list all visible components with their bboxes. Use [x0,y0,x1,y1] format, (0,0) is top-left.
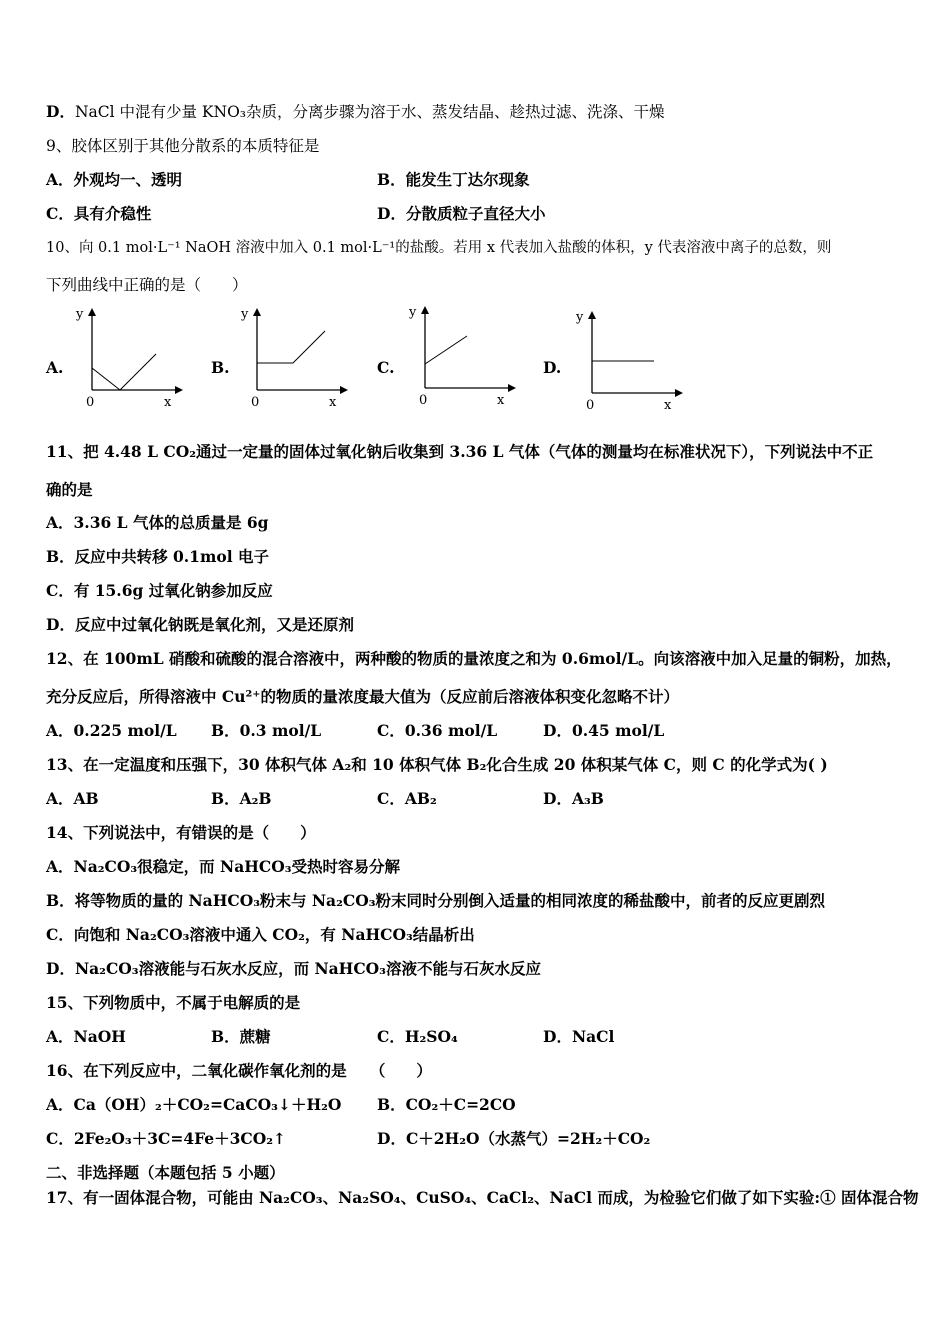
q8-option-d [46,102,665,122]
q11-option-d: D．反应中过氧化钠既是氧化剂，又是还原剂 [46,615,354,634]
q12-option-a: A．0.225 mol/L [46,721,177,740]
q12-option-b: B．0.3 mol/L [211,721,322,740]
q12-option-d: D．0.45 mol/L [543,721,665,740]
q14-option-d: D．Na₂CO₃溶液能与石灰水反应，而 NaHCO₃溶液不能与石灰水反应 [46,959,541,978]
y-axis-label: y [409,305,417,320]
q11-stem-line2: 确的是 [46,480,93,499]
q13-stem: 13、在一定温度和压强下，30 体积气体 A₂和 10 体积气体 B₂化合生成 20 体积某气体 C，则 C 的化学式为( ) [46,755,828,774]
q11-stem-line1: 11、把 4.48 L CO₂通过一定量的固体过氧化钠后收集到 3.36 L 气体（气体的测量均在标准状况下），下列说法中不正 [46,442,874,461]
q16-stem: 16、在下列反应中，二氧化碳作氧化剂的是 （ ） [46,1061,432,1080]
x-axis-label: x [664,398,672,413]
q16-option-d: D．C＋2H₂O（水蒸气）=2H₂＋CO₂ [377,1129,651,1148]
q9-option-b: B．能发生丁达尔现象 [377,170,530,189]
q15-option-b: B．蔗糖 [211,1027,271,1046]
graph-c [403,300,523,410]
q13-option-b: B．A₂B [211,789,272,808]
graph-d [570,305,690,415]
origin-label: 0 [251,395,260,410]
q14-option-a: A．Na₂CO₃很稳定，而 NaHCO₃受热时容易分解 [46,857,401,876]
q9-option-d: D．分散质粒子直径大小 [377,204,546,223]
x-axis-label: x [497,393,505,408]
q12-stem-line2: 充分反应后，所得溶液中 Cu²⁺的物质的量浓度最大值为（反应前后溶液体积变化忽略不计） [46,687,679,706]
q16-option-a: A．Ca（OH）₂＋CO₂=CaCO₃↓＋H₂O [46,1095,342,1114]
q12-option-c: C．0.36 mol/L [377,721,498,740]
q17-stem: 17、有一固体混合物，可能由 Na₂CO₃、Na₂SO₄、CuSO₄、CaCl₂、NaCl 而成，为检验它们做了如下实验:① 固体混合物 [46,1188,919,1207]
y-axis-label: y [576,310,584,325]
x-axis-label: x [164,395,172,410]
graph-c-label: C. [377,358,395,377]
q13-option-c: C．AB₂ [377,789,437,808]
q9-option-a: A．外观均一、透明 [46,170,183,189]
origin-label: 0 [419,393,428,408]
q11-option-c: C．有 15.6g 过氧化钠参加反应 [46,581,273,600]
q13-option-d: D．A₃B [543,789,604,808]
graph-b-label: B. [211,358,230,377]
q15-stem: 15、下列物质中，不属于电解质的是 [46,993,301,1012]
q15-option-c: C．H₂SO₄ [377,1027,458,1046]
y-axis-label: y [76,307,84,322]
option-text: NaCl 中混有少量 KNO₃杂质，分离步骤为溶于水、蒸发结晶、趁热过滤、洗涤、干燥 [74,103,665,121]
q9-stem: 9、胶体区别于其他分散系的本质特征是 [46,137,320,155]
origin-label: 0 [86,395,95,410]
q16-option-c: C．2Fe₂O₃＋3C=4Fe＋3CO₂↑ [46,1129,287,1148]
section-title: 二、非选择题（本题包括 5 小题） [46,1163,285,1182]
graph-b [235,302,355,412]
q14-option-b: B．将等物质的量的 NaHCO₃粉末与 Na₂CO₃粉末同时分别倒入适量的相同浓度的稀盐酸中，前者的反应更剧烈 [46,891,826,910]
q15-option-a: A．NaOH [46,1027,126,1046]
q9-option-c: C．具有介稳性 [46,204,152,223]
graph-d-label: D. [543,358,562,377]
origin-label: 0 [586,398,595,413]
q11-option-b: B．反应中共转移 0.1mol 电子 [46,547,269,566]
y-axis-label: y [241,307,249,322]
q15-option-d: D．NaCl [543,1027,615,1046]
q11-option-a: A．3.36 L 气体的总质量是 6g [46,513,269,532]
x-axis-label: x [329,395,337,410]
q12-stem-line1: 12、在 100mL 硝酸和硫酸的混合溶液中，两种酸的物质的量浓度之和为 0.6mol/L。向该溶液中加入足量的铜粉，加热， [46,649,902,668]
q10-stem-line1: 10、向 0.1 mol·L⁻¹ NaOH 溶液中加入 0.1 mol·L⁻¹的盐酸。若用 x 代表加入盐酸的体积，y 代表溶液中离子的总数，则 [46,240,832,256]
q14-option-c: C．向饱和 Na₂CO₃溶液中通入 CO₂，有 NaHCO₃结晶析出 [46,925,475,944]
graph-a [70,302,190,412]
graph-a-label: A. [46,358,64,377]
q13-option-a: A．AB [46,789,99,808]
option-letter: D． [46,102,75,121]
q10-stem-line2: 下列曲线中正确的是（ ） [46,276,248,294]
q14-stem: 14、下列说法中，有错误的是（ ） [46,823,316,842]
q16-option-b: B．CO₂＋C=2CO [377,1095,516,1114]
